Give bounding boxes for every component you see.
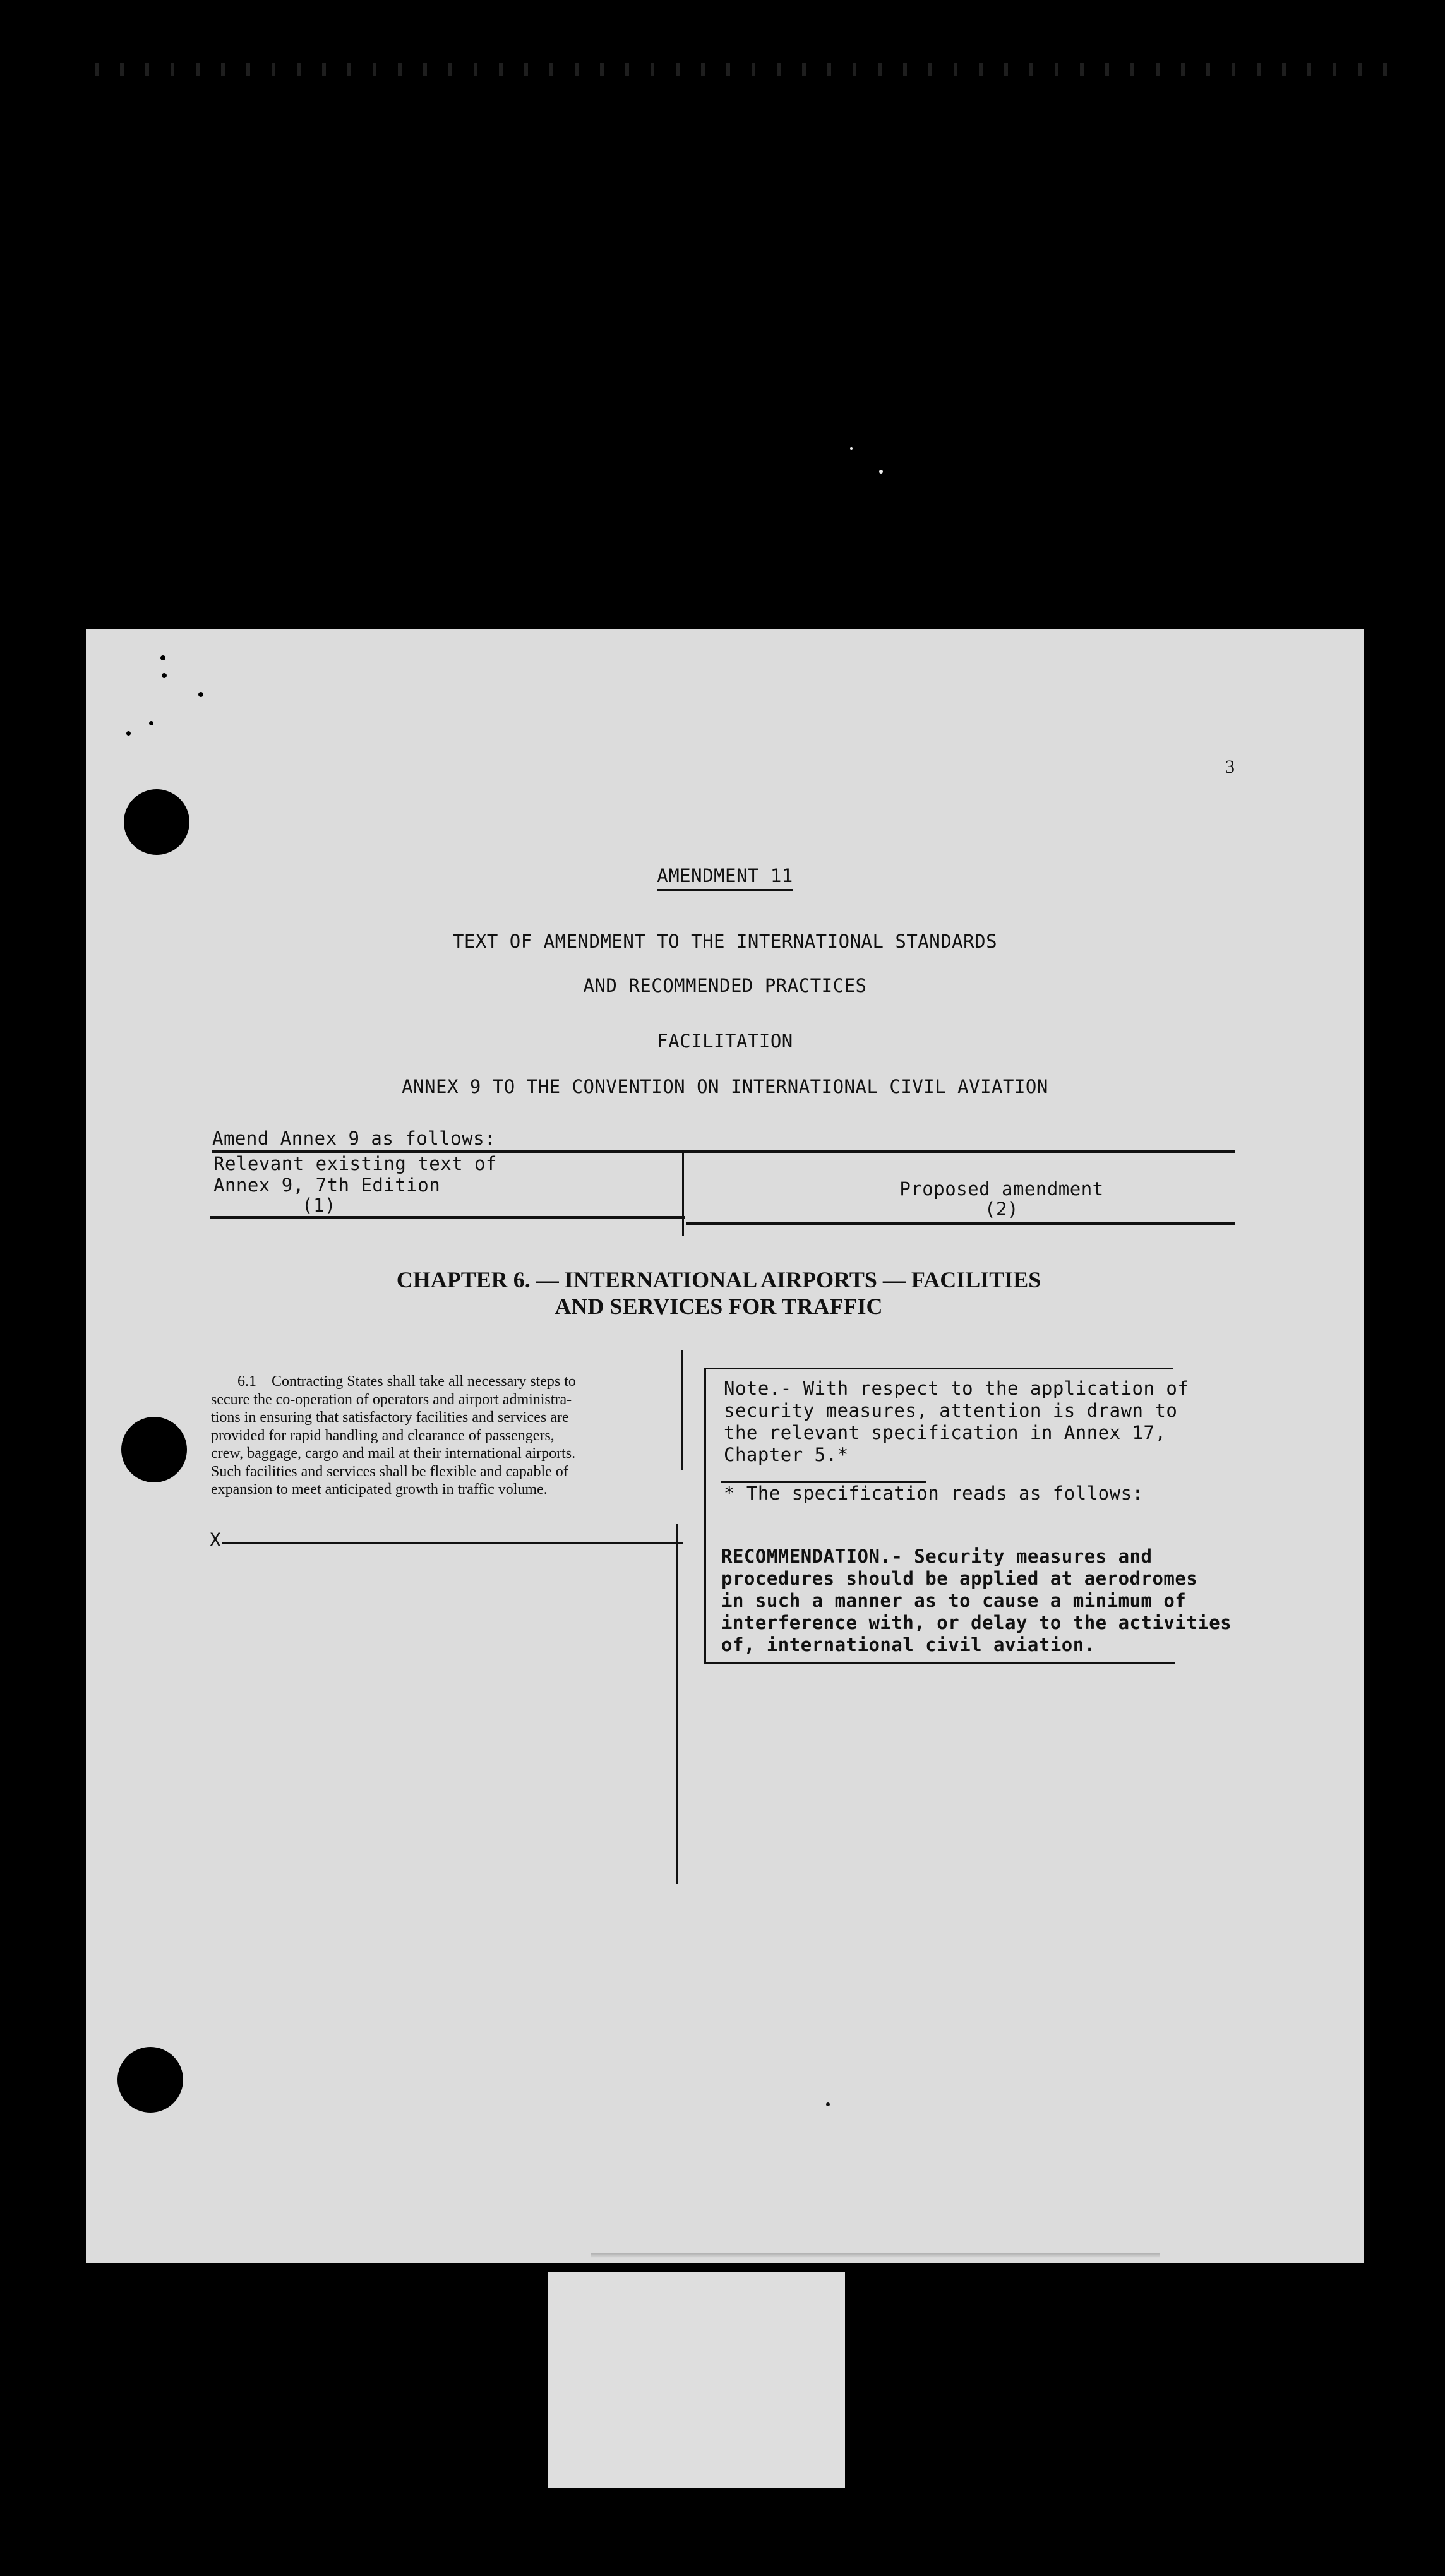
chapter-heading-line-1: CHAPTER 6. — INTERNATIONAL AIRPORTS — FACILITIES [396, 1267, 1041, 1292]
existing-text-paragraph [211, 1373, 666, 1499]
document-page [86, 629, 1364, 2263]
page-edge-shadow [591, 2253, 1160, 2258]
recommendation-line: in such a manner as to cause a minimum of [721, 1590, 1187, 1611]
text-line: Contracting States shall take all necessary steps to [272, 1373, 576, 1390]
column-1-label-line-1: Relevant existing text of [213, 1153, 497, 1174]
box-bottom [704, 1662, 1175, 1664]
recommendation-line: interference with, or delay to the activities [721, 1612, 1232, 1633]
column-divider [681, 1350, 683, 1470]
staple-dot [162, 673, 167, 678]
deletion-rule [222, 1542, 683, 1544]
note-block [724, 1378, 1189, 1466]
scan-noise [95, 63, 1408, 76]
punch-hole [121, 1417, 187, 1482]
note-line: security measures, attention is drawn to [724, 1400, 1178, 1421]
subject-title: FACILITATION [657, 1030, 793, 1052]
column-1-label-line-2: Annex 9, 7th Edition [213, 1174, 441, 1196]
staple-dot [160, 655, 165, 660]
box-top [706, 1368, 1173, 1369]
page-number: 3 [1225, 756, 1235, 777]
column-divider [682, 1153, 684, 1236]
text-line: provided for rapid handling and clearance of passengers, [211, 1427, 555, 1444]
rule [686, 1222, 1235, 1225]
note-line: Note.- With respect to the application of [724, 1378, 1189, 1399]
column-2-number: (2) [985, 1198, 1019, 1220]
staple-dot [149, 721, 153, 725]
stray-mark [826, 2102, 830, 2106]
blank-slip [548, 2272, 845, 2488]
punch-hole [117, 2047, 183, 2113]
chapter-heading-line-2: AND SERVICES FOR TRAFFIC [555, 1294, 883, 1319]
staple-dot [198, 692, 203, 697]
text-line: Such facilities and services shall be flexible and capable of [211, 1463, 568, 1480]
annex-line: ANNEX 9 TO THE CONVENTION ON INTERNATIONAL CIVIL AVIATION [402, 1076, 1048, 1097]
note-line: the relevant specification in Annex 17, [724, 1422, 1166, 1443]
heading-line-1: TEXT OF AMENDMENT TO THE INTERNATIONAL STANDARDS [452, 931, 998, 952]
speck [850, 447, 853, 450]
box-left [704, 1368, 706, 1664]
column-2-label: Proposed amendment [899, 1178, 1104, 1200]
recommendation-line: RECOMMENDATION.- Security measures and [721, 1546, 1153, 1567]
footnote: * The specification reads as follows: [724, 1482, 1144, 1504]
heading-line-2: AND RECOMMENDED PRACTICES [583, 975, 867, 996]
column-1-number: (1) [302, 1195, 336, 1216]
text-line: tions in ensuring that satisfactory facilities and services are [211, 1409, 569, 1426]
amendment-title: AMENDMENT 11 [657, 865, 793, 891]
staple-dot [126, 731, 131, 736]
rule [210, 1216, 685, 1219]
speck [879, 470, 883, 474]
recommendation-line: procedures should be applied at aerodromes [721, 1568, 1198, 1589]
punch-hole [124, 789, 189, 855]
recommendation-block [721, 1546, 1232, 1656]
note-line: Chapter 5.* [724, 1444, 849, 1465]
deletion-mark: X [210, 1529, 221, 1551]
column-divider [676, 1524, 678, 1884]
text-line: expansion to meet anticipated growth in traffic volume. [211, 1481, 548, 1498]
text-line: secure the co-operation of operators and airport administra- [211, 1391, 572, 1408]
text-line: crew, baggage, cargo and mail at their international airports. [211, 1445, 576, 1462]
recommendation-line: of, international civil aviation. [721, 1634, 1096, 1655]
paragraph-number: 6.1 [237, 1373, 256, 1390]
amend-intro: Amend Annex 9 as follows: [212, 1128, 496, 1149]
